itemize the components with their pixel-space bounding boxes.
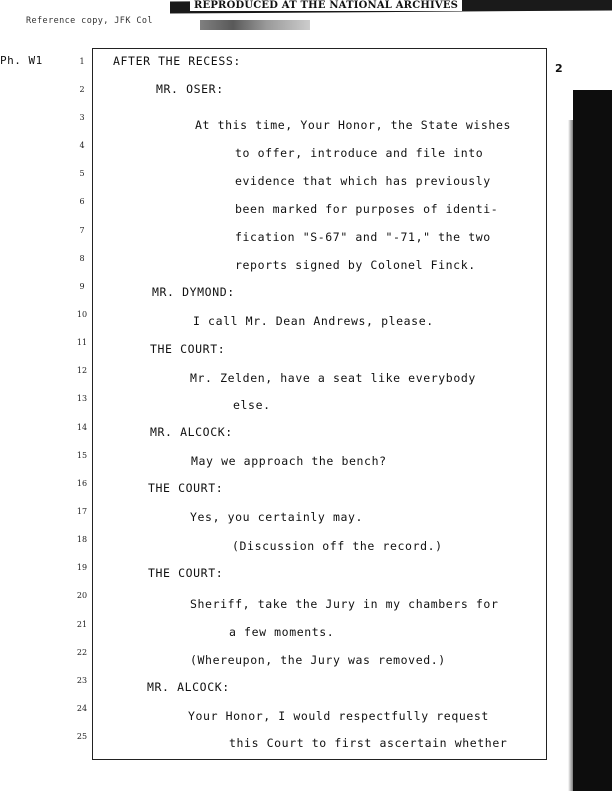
scan-smudge bbox=[200, 20, 310, 30]
transcript-line: Yes, you certainly may. bbox=[190, 510, 364, 524]
transcript-line: Your Honor, I would respectfully request bbox=[188, 709, 489, 723]
page-number: 2 bbox=[555, 62, 563, 75]
transcript-line: been marked for purposes of identi- bbox=[235, 202, 499, 216]
line-number: 5 bbox=[79, 169, 85, 178]
transcript-line: Sheriff, take the Jury in my chambers for bbox=[190, 597, 499, 611]
line-number: 20 bbox=[76, 591, 88, 600]
line-number: 11 bbox=[76, 338, 88, 347]
line-number: 12 bbox=[76, 366, 88, 375]
transcript-line: evidence that which has previously bbox=[235, 174, 491, 188]
transcript-line: this Court to first ascertain whether bbox=[229, 736, 508, 750]
line-number: 7 bbox=[79, 226, 85, 235]
transcript-line: fication "S-67" and "-71," the two bbox=[235, 230, 491, 244]
transcript-line: to offer, introduce and file into bbox=[235, 146, 484, 160]
transcript-line: THE COURT: bbox=[148, 566, 224, 580]
line-number: 8 bbox=[79, 254, 85, 263]
line-number: 25 bbox=[76, 732, 88, 741]
transcript-line: THE COURT: bbox=[150, 342, 226, 356]
phase-label: Ph. W1 bbox=[0, 54, 43, 67]
transcript-line: At this time, Your Honor, the State wishes bbox=[195, 118, 511, 132]
line-number: 23 bbox=[76, 676, 88, 685]
reference-copy-label: Reference copy, JFK Col bbox=[26, 16, 153, 26]
line-number: 16 bbox=[76, 479, 88, 488]
transcript-line: a few moments. bbox=[229, 625, 335, 639]
transcript-line: MR. ALCOCK: bbox=[147, 680, 230, 694]
line-number: 13 bbox=[76, 394, 88, 403]
transcript-line: May we approach the bench? bbox=[191, 454, 387, 468]
line-number: 1 bbox=[79, 57, 85, 66]
line-number: 9 bbox=[79, 282, 85, 291]
line-number: 18 bbox=[76, 535, 88, 544]
transcript-line: MR. DYMOND: bbox=[152, 285, 235, 299]
transcript-line: (Discussion off the record.) bbox=[232, 539, 443, 553]
line-number: 17 bbox=[76, 507, 88, 516]
scan-right-shadow bbox=[573, 90, 612, 791]
line-number: 22 bbox=[76, 648, 88, 657]
transcript-line: MR. ALCOCK: bbox=[150, 425, 233, 439]
line-number: 21 bbox=[76, 620, 88, 629]
transcript-line: AFTER THE RECESS: bbox=[113, 54, 241, 68]
transcript-line: reports signed by Colonel Finck. bbox=[235, 258, 476, 272]
line-number: 24 bbox=[76, 704, 88, 713]
archives-stamp: REPRODUCED AT THE NATIONAL ARCHIVES bbox=[190, 0, 462, 11]
transcript-line: Mr. Zelden, have a seat like everybody bbox=[190, 371, 476, 385]
transcript-line: I call Mr. Dean Andrews, please. bbox=[193, 314, 434, 328]
line-number: 2 bbox=[79, 85, 85, 94]
transcript-line: else. bbox=[233, 398, 271, 412]
transcript-line: THE COURT: bbox=[148, 481, 224, 495]
line-number: 10 bbox=[76, 310, 88, 319]
line-number: 6 bbox=[79, 197, 85, 206]
line-number: 3 bbox=[79, 113, 85, 122]
line-number: 19 bbox=[76, 563, 88, 572]
line-number: 14 bbox=[76, 423, 88, 432]
transcript-line: MR. OSER: bbox=[156, 82, 224, 96]
transcript-line: (Whereupon, the Jury was removed.) bbox=[190, 653, 446, 667]
line-number: 15 bbox=[76, 451, 88, 460]
line-number: 4 bbox=[79, 141, 85, 150]
